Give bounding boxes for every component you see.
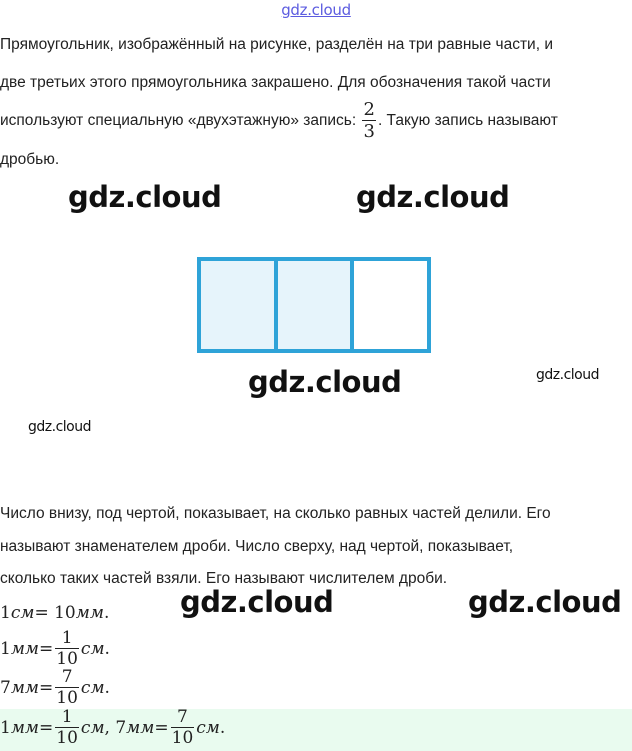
math-unit: мм bbox=[10, 639, 40, 659]
math-operator: = bbox=[154, 718, 169, 738]
math-unit: см bbox=[80, 718, 105, 738]
math-unit: мм bbox=[10, 678, 40, 698]
fraction-denominator: 10 bbox=[56, 649, 78, 669]
math-punct: . bbox=[103, 603, 110, 623]
paragraph-line: . Такую запись называют bbox=[377, 112, 558, 130]
watermark: gdz.cloud bbox=[180, 585, 334, 619]
fraction-numerator: 7 bbox=[55, 669, 79, 688]
paragraph-numerator-denominator bbox=[0, 498, 625, 596]
math-unit: мм bbox=[126, 718, 155, 738]
fraction-seven-tenths bbox=[171, 709, 195, 747]
math-unit: см bbox=[80, 639, 105, 659]
paragraph-line: Число внизу, под чертой, показывает, на сколько равных частей делили. Его bbox=[0, 505, 551, 522]
math-unit: см bbox=[196, 718, 220, 738]
math-punct: . bbox=[219, 718, 226, 738]
math-number: 1 bbox=[0, 639, 11, 659]
fraction-denominator: 10 bbox=[56, 688, 78, 708]
fraction-numerator: 1 bbox=[55, 630, 79, 649]
equation-1mm bbox=[0, 630, 110, 668]
math-operator: = bbox=[39, 718, 54, 738]
math-operator: = bbox=[39, 639, 54, 659]
math-punct: . bbox=[104, 678, 110, 698]
math-unit: мм bbox=[75, 603, 104, 623]
math-separator: , 7 bbox=[104, 718, 127, 738]
rectangle-part-filled bbox=[274, 261, 351, 349]
math-operator: = bbox=[39, 678, 54, 698]
rectangle-figure bbox=[197, 257, 431, 353]
equation-7mm bbox=[0, 669, 110, 707]
watermark: gdz.cloud bbox=[356, 180, 510, 214]
paragraph-line: Прямоугольник, изображённый на рисунке, разделён на три равные части, и bbox=[0, 36, 553, 53]
watermark: gdz.cloud bbox=[28, 419, 91, 435]
fraction-numerator: 2 bbox=[363, 99, 375, 120]
fraction-one-tenth bbox=[55, 709, 79, 747]
watermark: gdz.cloud bbox=[68, 180, 222, 214]
paragraph-line: используют специальную «двухэтажную» запись: bbox=[0, 112, 361, 130]
header-watermark: gdz.cloud bbox=[281, 1, 351, 19]
paragraph-line: дробью. bbox=[0, 151, 60, 168]
paragraph-line: две третьих этого прямоугольника закрашено. Для обозначения такой части bbox=[0, 73, 551, 91]
math-number: 7 bbox=[0, 678, 11, 698]
rectangle-part-empty bbox=[350, 261, 427, 349]
fraction-one-tenth bbox=[55, 630, 79, 668]
math-number: 1 bbox=[0, 603, 11, 623]
fraction-seven-tenths bbox=[55, 669, 79, 707]
fraction-denominator: 10 bbox=[56, 728, 78, 748]
rectangle-part-filled bbox=[201, 261, 274, 349]
equation-cm-mm bbox=[0, 603, 109, 623]
math-number: 1 bbox=[0, 718, 11, 738]
math-unit: мм bbox=[10, 718, 40, 738]
equation-conclusion bbox=[0, 709, 225, 747]
watermark: gdz.cloud bbox=[248, 365, 402, 399]
math-unit: см bbox=[10, 603, 35, 623]
paragraph-line: сколько таких частей взяли. Его называют числителем дроби. bbox=[0, 570, 448, 587]
paragraph-fraction-intro bbox=[0, 26, 625, 179]
paragraph-line: называют знаменателем дроби. Число сверху, над чертой, показывает, bbox=[0, 537, 514, 555]
math-unit: см bbox=[80, 678, 105, 698]
math-punct: . bbox=[104, 639, 110, 659]
fraction-denominator: 3 bbox=[363, 121, 375, 142]
math-operator: = 10 bbox=[34, 603, 76, 623]
fraction-numerator: 1 bbox=[55, 709, 79, 728]
fraction-numerator: 7 bbox=[171, 709, 195, 728]
fraction-two-thirds bbox=[362, 101, 375, 141]
watermark: gdz.cloud bbox=[536, 367, 599, 383]
watermark: gdz.cloud bbox=[468, 585, 622, 619]
fraction-denominator: 10 bbox=[171, 728, 194, 748]
